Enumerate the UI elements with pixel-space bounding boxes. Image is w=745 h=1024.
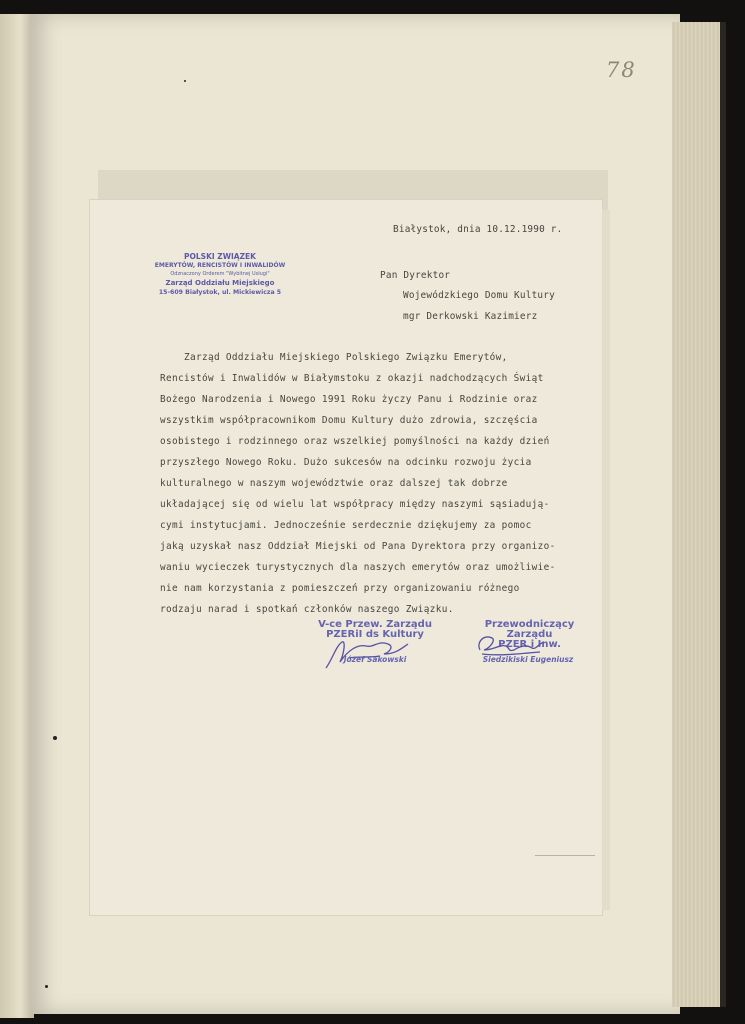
facing-page-edge [0,14,34,1018]
addressee-line-3: mgr Derkowski Kazimierz [403,311,538,322]
left-handwritten-signature [318,632,413,674]
right-signature-title-1: Przewodniczący Zarządu [484,619,575,640]
left-signature-name-stamp [335,655,415,664]
body-line: waniu wycieczek turystycznych dla naszych emerytów oraz umożliwie- [160,562,556,573]
body-line: Bożego Narodzenia i Nowego 1991 Roku życzy Panu i Rodzinie oraz [160,394,538,405]
faint-rule [535,855,595,856]
stamp-line-5: 15-609 Białystok, ul. Mickiewicza 5 [158,289,282,296]
specks [53,736,57,740]
page-stack-edges [672,22,726,1007]
body-line: rodzaju narad i spotkań członków naszego Związku. [160,604,454,615]
body-line: Rencistów i Inwalidów w Białymstoku z okazji nadchodzących Świąt [160,373,544,384]
specks [184,80,186,82]
body-line: wszystkim współpracownikom Domu Kultury dużo zdrowia, szczęścia [160,415,538,426]
organization-stamp [150,252,290,297]
body-line: nie nam korzystania z pomieszczeń przy organizowaniu różnego [160,583,520,594]
left-signature-title-2: PZERiI ds Kultury [326,629,424,640]
addressee-line-1: Pan Dyrektor [380,270,451,281]
folio-number: 78 [606,58,637,82]
letter-sheet-shadow [602,210,610,910]
body-line: kulturalnego w naszym województwie oraz dalszej tak dobrze [160,478,508,489]
stamp-line-3: Odznaczony Orderem "Wybitnej Usługi" [170,271,270,277]
body-line: jaką uzyskał nasz Oddział Miejski od Pana Dyrektora przy organizo- [160,541,556,552]
place-date: Białystok, dnia 10.12.1990 r. [393,224,563,235]
specks [45,985,48,988]
letter-sheet [90,200,602,915]
body-line: przyszłego Nowego Roku. Dużo sukcesów na odcinku rozwoju życia [160,457,532,468]
stamp-line-1: POLSKI ZWIĄZEK [184,252,256,261]
body-line: Zarząd Oddziału Miejskiego Polskiego Związku Emerytów, [160,352,508,363]
left-signature-name: Józef Sakowski [343,655,407,664]
body-line: cymi instytucjami. Jednocześnie serdecznie dziękujemy za pomoc [160,520,532,531]
addressee-line-2: Wojewódzkiego Domu Kultury [403,290,555,301]
right-signature-name-stamp [478,655,578,664]
body-line: układającej się od wielu lat współpracy między naszymi sąsiadują- [160,499,550,510]
right-signature-title-2: PZER i Inw. [498,639,561,650]
body-line: osobistego i rodzinnego oraz wszelkiej pomyślności na każdy dzień [160,436,550,447]
right-signature-name: Siedzikiski Eugeniusz [482,655,574,664]
left-signature-title-1: V-ce Przew. Zarządu [318,619,432,630]
stamp-line-4: Zarząd Oddziału Miejskiego [165,279,275,287]
stamp-line-2: EMERYTÓW, RENCISTÓW I INWALIDÓW [154,262,286,269]
